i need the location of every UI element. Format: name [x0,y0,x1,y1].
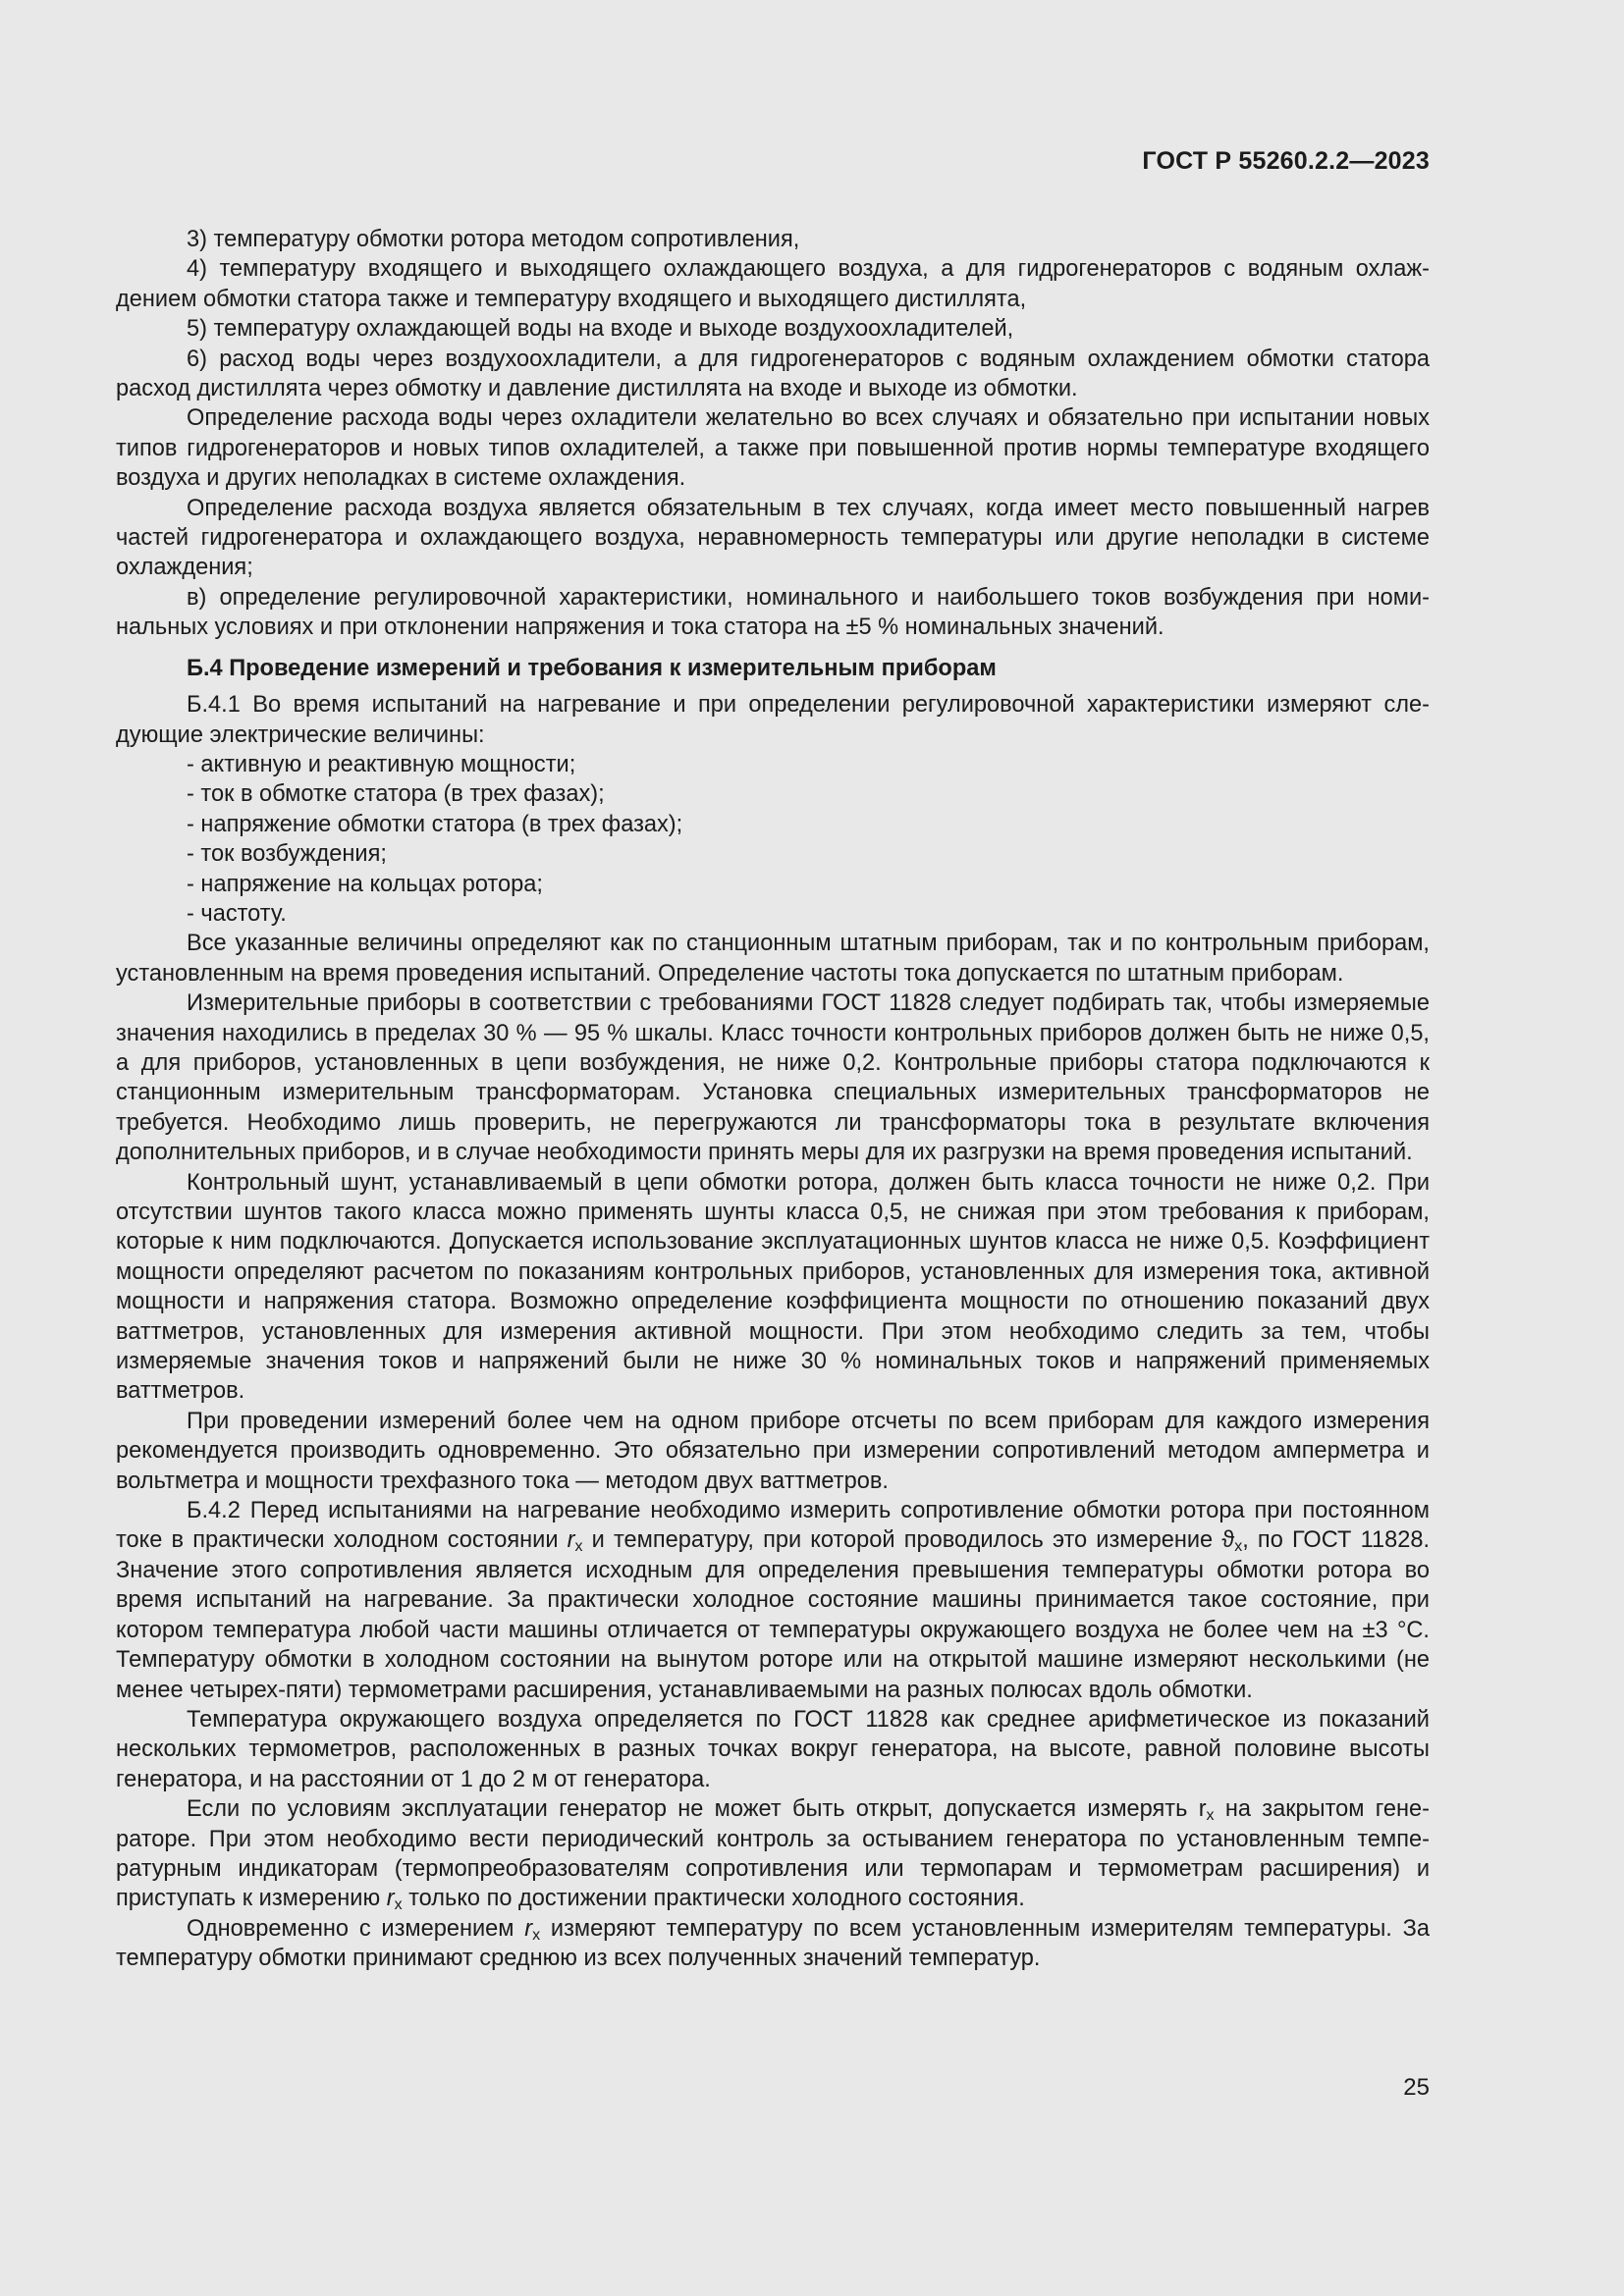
paragraph: При проведении измерений более чем на одном приборе отсчеты по всем приборам для каждого измерения рекомендуется производить одновременно. Это обязательно при измерении сопротивлений методом амперметра и вольтметра и мощности трехфазного тока — методом двух ваттметров. [116,1408,1430,1494]
text-run: , по ГОСТ 11828. Значение этого сопротивления является исходным для определения превышения температуры обмотки ротора во время испытаний на нагревание. За практически холодное состояние машины принимается такое состояние, при котором температура любой части машины отличается от температуры окружающего воздуха не более чем на ±3 °С. Температуру обмотки в холодном состоянии на вынутом роторе или на открытой машине измеряют несколькими (не менее четырех-пяти) термометрами расширения, устанавливаемыми на разных полюсах вдоль обмотки. [116,1527,1430,1703]
list-item: - напряжение на кольцах ротора; [187,871,543,897]
document-header: ГОСТ Р 55260.2.2—2023 [1142,147,1430,175]
text-run: Б.4.2 Перед испытаниями на нагревание необходимо измерить сопротивление обмотки ротора при постоянном токе в практически холодном состоянии [116,1498,1430,1554]
paragraph: 4) температуру входящего и выходящего охлаждающего воздуха, а для гидрогенераторов с водяным охлаждением обмотки статора также и температуру входящего и выходящего дистиллята, [116,256,1430,312]
paragraph: Все указанные величины определяют как по станционным штатным приборам, так и по контрольным приборам, установленным на время проведения испытаний. Определение частоты тока допускается по штатным приборам. [116,931,1430,987]
paragraph: 3) температуру обмотки ротора методом сопротивления, [187,227,800,252]
document-body [116,225,1430,1974]
paragraph: Контрольный шунт, устанавливаемый в цепи обмотки ротора, должен быть класса точности не ниже 0,2. При отсутствии шунтов такого класса можно применять шунты класса 0,5, не снижая при этом требования к приборам, которые к ним подключаются. Допускается использование эксплуатационных шунтов класса не ниже 0,5. Коэффициент мощности определяют расчетом по показаниям контрольных приборов, установленных для измерения тока, активной мощности и напряжения статора. Возможно определение коэффициента мощности по отношению показаний двух ваттметров, установленных для измерения активной мощности. При этом необходимо следить за тем, чтобы измеряемые значения токов и напряжений были не ниже 30 % номинальных токов и напряжений применяемых ваттметров. [116,1169,1430,1405]
text-run: Если по условиям эксплуатации генератор не может быть открыт, допускается измерять [187,1796,1199,1823]
variable: r [567,1527,575,1554]
paragraph: 6) расход воды через воздухоохладители, а для гидрогенераторов с водяным охлаждением обмотки статора расход дистиллята через обмотку и давление дистиллята на входе и выходе из обмотки. [116,346,1430,402]
variable: r [386,1886,395,1912]
list-item: - напряжение обмотки статора (в трех фазах); [187,811,683,837]
subscript: x [574,1538,583,1556]
text-run: и температуру, при которой проводилось это измерение [582,1527,1222,1554]
list-item: - ток возбуждения; [187,841,387,868]
list-item: - активную и реактивную мощности; [187,751,576,777]
paragraph: Б.4.1 Во время испытаний на нагревание и при определении регулировочной характеристики измеряют следующие электрические величины: [116,692,1430,748]
text-run: только по достижении практически холодного состояния. [402,1886,1025,1912]
paragraph: в) определение регулировочной характеристики, номинального и наибольшего токов возбуждения при номинальных условиях и при отклонении напряжения и тока статора на ±5 % номинальных значений. [116,584,1430,641]
variable: r [524,1915,533,1942]
text-run: на закрытом генераторе. При этом необходимо вести периодический контроль за остыванием генератора по установленным температурным индикаторам (термопреобразователям сопротивления или термопарам и термометрам расширения) и приступать к измерению [116,1796,1430,1912]
subscript: x [394,1896,403,1914]
paragraph: Измерительные приборы в соответствии с требованиями ГОСТ 11828 следует подбирать так, чтобы измеряемые значения находились в пределах 30 % — 95 % шкалы. Класс точности контрольных приборов должен быть не ниже 0,5, а для приборов, установленных в цепи возбуждения, не ниже 0,2. Контрольные приборы статора подключаются к станционным измерительным трансформаторам. Установка специальных измерительных трансформаторов не требуется. Необходимо лишь проверить, не перегружаются ли трансформаторы тока в результате включения дополнительных приборов, и в случае необходимости принять меры для их разгрузки на время проведения испытаний. [116,990,1430,1166]
list-item: - частоту. [187,900,287,927]
variable: ϑ [1221,1527,1235,1554]
section-title: Б.4 Проведение измерений и требования к измерительным приборам [187,655,997,681]
paragraph: Определение расхода воды через охладители желательно во всех случаях и обязательно при испытании новых типов гидрогенераторов и новых типов охладителей, а также при повышенной против нормы температуре входящего воздуха и других неполадках в системе охлаждения. [116,405,1430,492]
text-run: измеряют температуру по всем установленным измерителям температуры. За температуру обмотки принимают среднюю из всех полученных значений температур. [116,1915,1430,1972]
page-number: 25 [1403,2074,1430,2101]
list-item: - ток в обмотке статора (в трех фазах); [187,781,605,808]
subscript: x [532,1926,541,1944]
variable: r [1198,1796,1207,1823]
paragraph-b42 [116,1496,1430,1705]
paragraph: Температура окружающего воздуха определяется по ГОСТ 11828 как среднее арифметическое из показаний нескольких термометров, расположенных в разных точках вокруг генератора, на высоте, равной половине высоты генератора, и на расстоянии от 1 до 2 м от генератора. [116,1706,1430,1792]
subscript: x [1206,1807,1215,1825]
paragraph: Определение расхода воздуха является обязательным в тех случаях, когда имеет место повышенный нагрев частей гидрогенератора и охлаждающего воздуха, неравномерность температуры или другие неполадки в системе охлаждения; [116,495,1430,581]
document-page [116,0,1430,2296]
paragraph: 5) температуру охлаждающей воды на входе и выходе воздухоохладителей, [187,316,1014,343]
text-run: Одновременно с измерением [187,1915,525,1942]
paragraph-simultaneous [116,1914,1430,1974]
paragraph-closed-generator [116,1794,1430,1914]
subscript: x [1234,1538,1243,1556]
